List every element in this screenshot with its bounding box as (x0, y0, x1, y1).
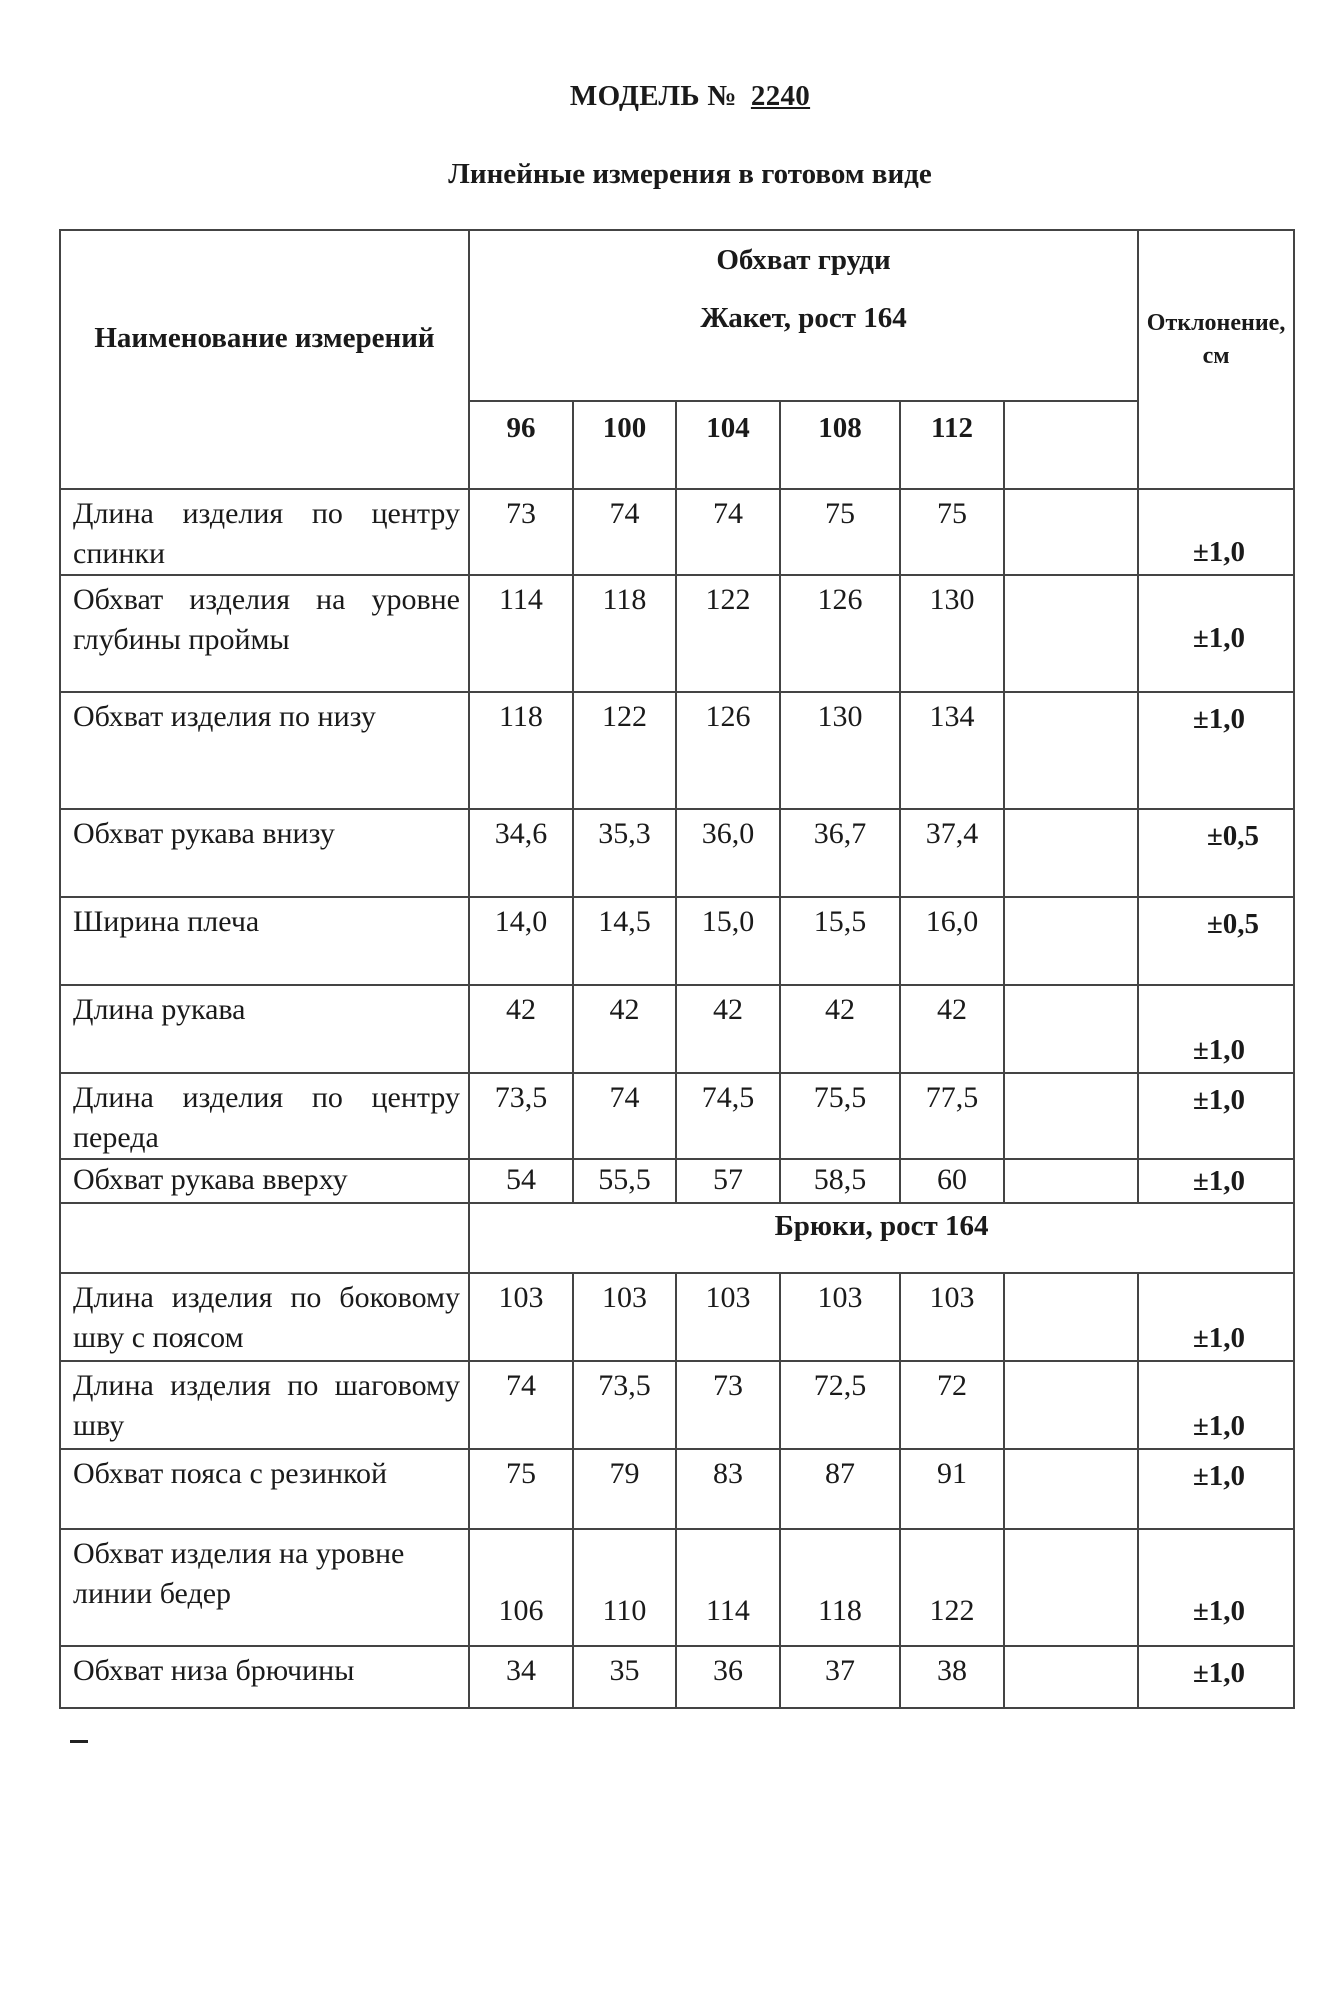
measurement-value: 134 (900, 692, 1004, 809)
table-row (60, 1529, 1294, 1646)
measurement-value: 122 (900, 1529, 1004, 1646)
empty-cell (1004, 1449, 1138, 1529)
measurement-name: Обхват рукава вверху (60, 1159, 469, 1203)
measurement-value: 36,7 (780, 809, 900, 897)
measurement-value: 38 (900, 1646, 1004, 1708)
empty-cell (1004, 489, 1138, 575)
empty-cell (1004, 1361, 1138, 1449)
measurement-value: 75 (900, 489, 1004, 575)
table-row (60, 1361, 1294, 1449)
table-row (60, 1159, 1294, 1203)
empty-cell (1004, 1273, 1138, 1361)
measurement-value: 73,5 (573, 1361, 676, 1449)
measurement-value: 103 (900, 1273, 1004, 1361)
measurement-name: Ширина плеча (60, 897, 469, 985)
deviation-value: ±1,0 (1138, 1361, 1294, 1449)
measurement-value: 130 (900, 575, 1004, 692)
measurement-value: 73 (469, 489, 573, 575)
empty-cell (60, 1203, 469, 1273)
measurement-name: Длина рукава (60, 985, 469, 1073)
size-header: 104 (676, 401, 780, 489)
header-measurement-name: Наименование измерений (60, 230, 469, 489)
measurement-value: 126 (780, 575, 900, 692)
table-row (60, 985, 1294, 1073)
header-chest-group (469, 230, 1138, 401)
measurement-value: 42 (676, 985, 780, 1073)
table-row (60, 809, 1294, 897)
measurement-value: 14,0 (469, 897, 573, 985)
measurement-name: Длина изделия по центру спинки (60, 489, 469, 575)
measurement-value: 58,5 (780, 1159, 900, 1203)
header-chest: Обхват груди (716, 244, 891, 276)
header-deviation: Отклонение, см (1138, 230, 1294, 489)
empty-cell (1004, 1159, 1138, 1203)
table-row (60, 897, 1294, 985)
measurement-value: 74 (676, 489, 780, 575)
table-row (60, 1073, 1294, 1159)
deviation-value: ±1,0 (1138, 489, 1294, 575)
measurement-value: 16,0 (900, 897, 1004, 985)
measurement-name: Длина изделия по шаговому шву (60, 1361, 469, 1449)
measurement-value: 91 (900, 1449, 1004, 1529)
measurement-value: 103 (780, 1273, 900, 1361)
measurement-name: Обхват изделия по низу (60, 692, 469, 809)
measurement-value: 75 (469, 1449, 573, 1529)
empty-cell (1004, 985, 1138, 1073)
measurement-value: 73 (676, 1361, 780, 1449)
measurement-value: 54 (469, 1159, 573, 1203)
measurement-value: 72 (900, 1361, 1004, 1449)
measurement-value: 114 (469, 575, 573, 692)
measurement-value: 122 (676, 575, 780, 692)
measurement-value: 14,5 (573, 897, 676, 985)
size-header: 100 (573, 401, 676, 489)
empty-cell (1004, 692, 1138, 809)
size-header: 96 (469, 401, 573, 489)
measurement-value: 34 (469, 1646, 573, 1708)
measurement-name: Обхват изделия на уровне глубины проймы (60, 575, 469, 692)
measurement-name: Обхват изделия на уровне линии бедер (60, 1529, 469, 1646)
empty-cell (1004, 897, 1138, 985)
deviation-value: ±0,5 (1138, 897, 1294, 985)
measurement-value: 37 (780, 1646, 900, 1708)
measurement-value: 118 (469, 692, 573, 809)
measurement-value: 35 (573, 1646, 676, 1708)
measurement-value: 74 (573, 1073, 676, 1159)
measurement-value: 103 (469, 1273, 573, 1361)
empty-cell (1004, 1646, 1138, 1708)
page-subtitle: Линейные измерения в готовом виде (448, 158, 932, 190)
empty-cell (1004, 401, 1138, 489)
measurement-value: 42 (780, 985, 900, 1073)
deviation-value: ±1,0 (1138, 1529, 1294, 1646)
table-row (60, 1449, 1294, 1529)
deviation-value: ±1,0 (1138, 575, 1294, 692)
deviation-value: ±1,0 (1138, 692, 1294, 809)
measurement-value: 72,5 (780, 1361, 900, 1449)
measurement-value: 34,6 (469, 809, 573, 897)
size-header: 108 (780, 401, 900, 489)
deviation-value: ±1,0 (1138, 1273, 1294, 1361)
table-row (60, 489, 1294, 575)
footer-dash (70, 1740, 88, 1743)
measurement-value: 74 (469, 1361, 573, 1449)
deviation-value: ±1,0 (1138, 1449, 1294, 1529)
measurement-value: 110 (573, 1529, 676, 1646)
measurement-value: 73,5 (469, 1073, 573, 1159)
measurement-value: 106 (469, 1529, 573, 1646)
empty-cell (1004, 1073, 1138, 1159)
empty-cell (1004, 809, 1138, 897)
measurement-value: 114 (676, 1529, 780, 1646)
measurement-value: 35,3 (573, 809, 676, 897)
measurements-table (59, 229, 1295, 1709)
measurement-name: Обхват низа брючины (60, 1646, 469, 1708)
measurement-value: 74 (573, 489, 676, 575)
trousers-section-title: Брюки, рост 164 (469, 1203, 1294, 1273)
measurement-value: 42 (900, 985, 1004, 1073)
measurement-value: 74,5 (676, 1073, 780, 1159)
size-header: 112 (900, 401, 1004, 489)
measurement-value: 130 (780, 692, 900, 809)
table-row (60, 575, 1294, 692)
measurement-name: Обхват рукава внизу (60, 809, 469, 897)
measurement-name: Длина изделия по боковому шву с поясом (60, 1273, 469, 1361)
empty-cell (1004, 1529, 1138, 1646)
measurement-value: 75,5 (780, 1073, 900, 1159)
measurement-value: 87 (780, 1449, 900, 1529)
measurement-value: 37,4 (900, 809, 1004, 897)
measurement-value: 55,5 (573, 1159, 676, 1203)
measurement-value: 83 (676, 1449, 780, 1529)
model-number: 2240 (750, 80, 811, 112)
measurement-value: 103 (573, 1273, 676, 1361)
model-label: МОДЕЛЬ № (569, 80, 737, 112)
model-title (0, 80, 1333, 113)
header-jacket-section: Жакет, рост 164 (700, 302, 907, 334)
measurement-value: 57 (676, 1159, 780, 1203)
measurement-name: Длина изделия по центру переда (60, 1073, 469, 1159)
measurement-value: 75 (780, 489, 900, 575)
deviation-value: ±0,5 (1138, 809, 1294, 897)
measurement-value: 118 (780, 1529, 900, 1646)
measurement-value: 122 (573, 692, 676, 809)
deviation-value: ±1,0 (1138, 1646, 1294, 1708)
table-row (60, 1646, 1294, 1708)
measurement-value: 77,5 (900, 1073, 1004, 1159)
measurement-value: 36 (676, 1646, 780, 1708)
table-row (60, 692, 1294, 809)
deviation-value: ±1,0 (1138, 985, 1294, 1073)
measurement-value: 103 (676, 1273, 780, 1361)
measurement-value: 36,0 (676, 809, 780, 897)
measurement-value: 118 (573, 575, 676, 692)
measurement-value: 126 (676, 692, 780, 809)
measurement-value: 42 (469, 985, 573, 1073)
measurement-name: Обхват пояса с резинкой (60, 1449, 469, 1529)
empty-cell (1004, 575, 1138, 692)
table-row (60, 1273, 1294, 1361)
deviation-value: ±1,0 (1138, 1159, 1294, 1203)
measurement-value: 60 (900, 1159, 1004, 1203)
measurement-value: 15,5 (780, 897, 900, 985)
measurement-value: 79 (573, 1449, 676, 1529)
deviation-value: ±1,0 (1138, 1073, 1294, 1159)
measurement-value: 42 (573, 985, 676, 1073)
measurement-value: 15,0 (676, 897, 780, 985)
